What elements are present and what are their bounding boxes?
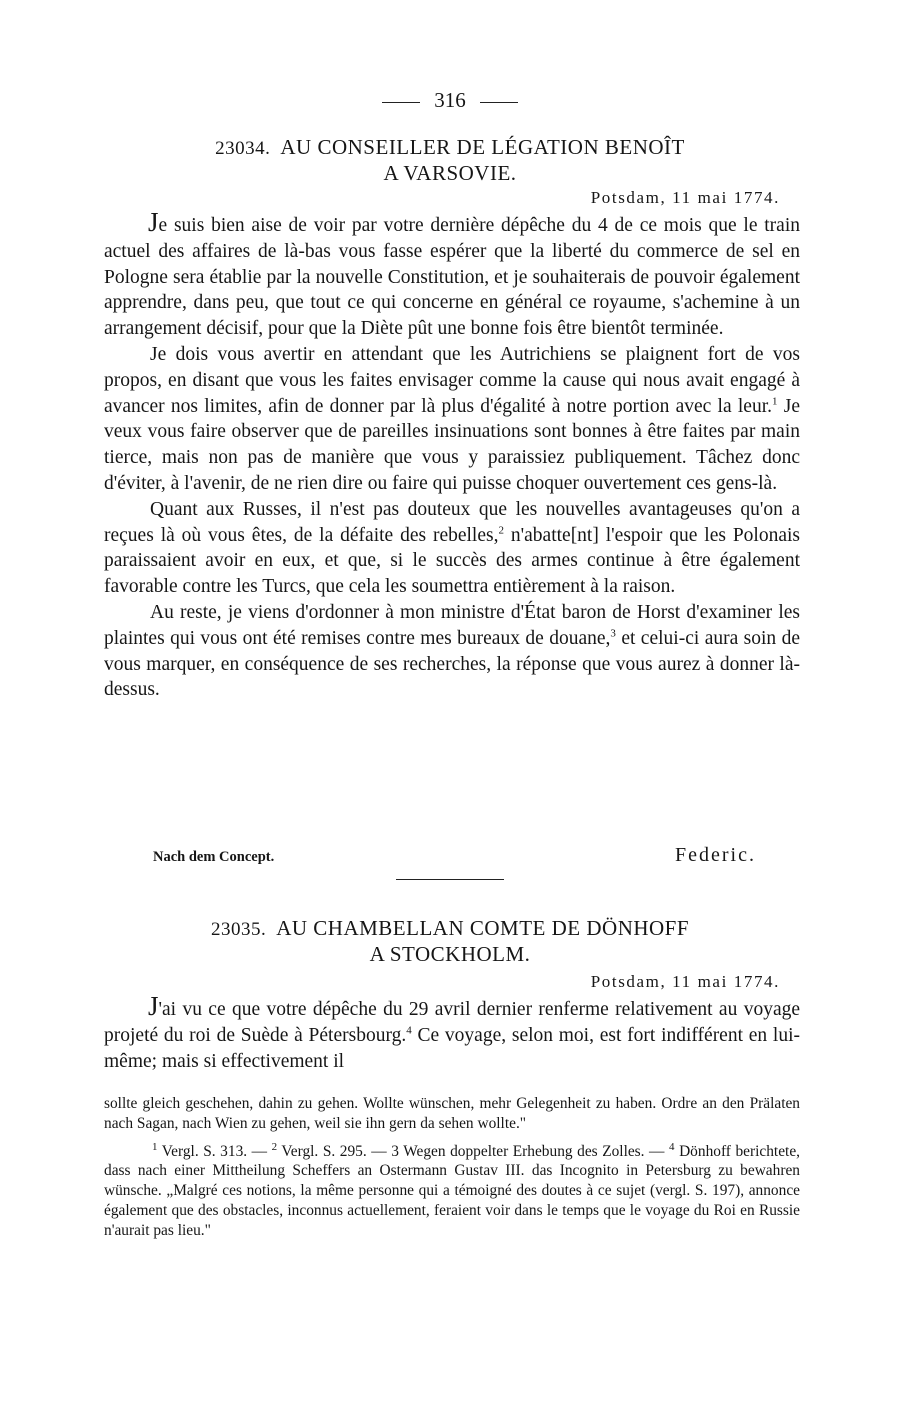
footnote-ref: 1 bbox=[772, 395, 778, 408]
footnote-text: Dönhoff berichtete, dass nach einer Mittheilung Scheffers an Ostermann Gustav III. das Incognito in Petersburg zu bewahren wünsche. „Malgré ces notions, la même personne qui a témoigné des doutes à ce sujet (vergl. S. 197), annonce également que des obstacles, inconnus actuellement, feraient voir dans le temps que le voyage du Roi en Russie n'aurait pas lieu." bbox=[104, 1142, 800, 1239]
footnote-marker: 1 bbox=[152, 1140, 158, 1153]
paragraph-text: n'abatte[nt] l'espoir que les Polonais paraissaient avoir en eux, et que, si le succès des armes continue à être également favorable contre les Turcs, que cela les soumettra entièrement à la raison. bbox=[104, 524, 800, 598]
paragraph-text: et celui-ci aura soin de vous marquer, en conséquence de ses recherches, la réponse que vous aurez à donner là-dessus. bbox=[104, 627, 801, 701]
footnote-text: Vergl. S. 313. — bbox=[157, 1142, 272, 1160]
initial-letter: J bbox=[148, 207, 159, 237]
paragraph bbox=[104, 342, 800, 497]
letter-number: 23034. bbox=[215, 138, 271, 159]
paragraph bbox=[104, 497, 800, 600]
letter-dateline: Potsdam, 11 mai 1774. bbox=[590, 188, 780, 207]
letter-dateline: Potsdam, 11 mai 1774. bbox=[590, 972, 780, 991]
paragraph bbox=[104, 207, 800, 342]
paragraph-text: 'ai vu ce que votre dépêche du 29 avril dernier renferme relativement au voyage projeté du roi de Suède à Pétersbourg. bbox=[104, 999, 800, 1046]
section-divider bbox=[396, 879, 504, 880]
paragraph-text: Je dois vous avertir en attendant que les Autrichiens se plaignent fort de vos propos, en disant que vous les faites envisager comme la cause qui nous avait engagé à avancer nos limites, afin de donner par là plus d'égalité à notre portion avec la leur. bbox=[104, 343, 800, 417]
signature: Federic. bbox=[675, 844, 756, 866]
page-number-dash-left bbox=[382, 102, 420, 103]
footnote-ref: 4 bbox=[406, 1024, 412, 1037]
page-number-line bbox=[0, 88, 900, 112]
letter-title: AU CHAMBELLAN COMTE DE DÖNHOFF bbox=[276, 916, 690, 940]
footnote-ref: 2 bbox=[498, 524, 504, 537]
footnotes bbox=[104, 1094, 800, 1241]
paragraph-text: Je veux vous faire observer que de pareilles insinuations sont bonnes à être faites par main tierce, mais non pas de manière que vous y paraissiez publiquement. Tâchez donc d'éviter, à l'avenir, de ne rien dire ou faire qui puisse choquer ouvertement ces gens-là. bbox=[104, 395, 800, 494]
source-note: Nach dem Concept. bbox=[153, 849, 275, 865]
paragraph bbox=[104, 600, 800, 703]
footnote-marker: 2 bbox=[271, 1140, 278, 1153]
paragraph-text: Quant aux Russes, il n'est pas douteux que les nouvelles avantageuses qu'on a reçues là où vous êtes, de la défaite des rebelles, bbox=[104, 498, 800, 546]
page-number-dash-right bbox=[480, 102, 518, 103]
letter-body bbox=[104, 207, 801, 703]
initial-letter: J bbox=[148, 991, 159, 1021]
footnote-marker: 4 bbox=[669, 1140, 675, 1153]
letter-body bbox=[104, 991, 801, 1074]
paragraph-text: Au reste, je viens d'ordonner à mon ministre d'État baron de Horst d'examiner les plaintes qui vous ont été remises contre mes bureaux de douane, bbox=[104, 601, 800, 649]
letter-heading bbox=[0, 134, 900, 162]
letter-destination: A VARSOVIE. bbox=[383, 161, 517, 185]
paragraph-text: Ce voyage, selon moi, est fort indifférent en lui-même; mais si effectivement il bbox=[104, 1024, 801, 1072]
footnote-text: Vergl. S. 295. — bbox=[277, 1142, 392, 1160]
letter-heading bbox=[0, 915, 900, 943]
footnote-list bbox=[104, 1142, 800, 1241]
paragraph-text: e suis bien aise de voir par votre dernière dépêche du 4 de ce mois que le train actuel des affaires de là-bas vous fasse espérer que la liberté du commerce de sel en Pologne sera établie par la nouvelle Constitution, et je souhaiterais de pouvoir également apprendre, dans peu, que tout ce qui concerne en général ce royaume, s'achemine à un arrangement décisif, pour que la Diète pût une bonne fois être bientôt terminée. bbox=[104, 215, 800, 340]
footnote-carryover: sollte gleich geschehen, dahin zu gehen. Wollte wünschen, mehr Gelegenheit zu haben. Ordre an den Prälaten nach Sagan, nach Wien zu gehen, weil sie ihn gern da sehen wollte." bbox=[104, 1095, 800, 1132]
footnote-ref: 3 bbox=[610, 627, 616, 640]
footnote-text: Wegen doppelter Erhebung des Zolles. — bbox=[398, 1142, 670, 1160]
letter-destination: A STOCKHOLM. bbox=[369, 942, 531, 966]
paragraph bbox=[104, 991, 801, 1074]
letter-title: AU CONSEILLER DE LÉGATION BENOÎT bbox=[280, 135, 685, 159]
letter-number: 23035. bbox=[210, 919, 267, 940]
page-number: 316 bbox=[434, 88, 466, 112]
footnote-text: 3 bbox=[391, 1142, 399, 1160]
